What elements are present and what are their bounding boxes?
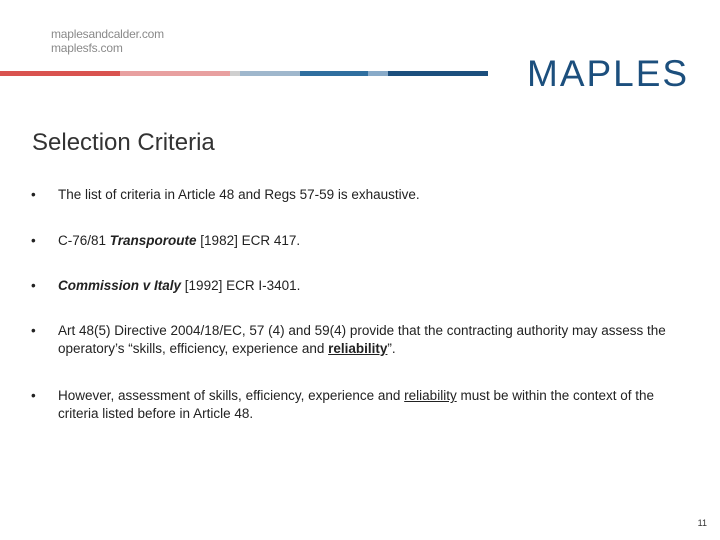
bullet-item [31, 387, 681, 423]
bullet-text [58, 387, 681, 423]
bullet-text [58, 232, 681, 250]
bullet-text: The list of criteria in Article 48 and Regs 57-59 is exhaustive. [58, 187, 420, 202]
stripe-segment-lightblue [240, 71, 300, 76]
case-name: Commission v Italy [58, 278, 182, 293]
underlined-reliability: reliability [404, 388, 457, 403]
bullet-item [31, 186, 681, 204]
bullet-item [31, 322, 681, 358]
stripe-segment-paleblue [368, 71, 388, 76]
stripe-segment-red [0, 71, 120, 76]
bullet-text-part: ”. [387, 341, 396, 356]
bullet-text [58, 322, 681, 358]
bullet-text-part: Art 48(5) Directive 2004/18/EC, 57 (4) and 59(4) provide that the contracting authority may assess the operatory’s “skills, efficiency, experience and [58, 323, 666, 356]
bullet-text-part: However, assessment of skills, efficiency, experience and [58, 388, 405, 403]
bullet-text [58, 277, 681, 295]
bullet-text-part: must be within the context of the criteria listed before in Article 48. [58, 388, 655, 421]
bullet-dot: • [31, 233, 36, 248]
stripe-segment-blue [300, 71, 368, 76]
stripe-segment-gray [230, 71, 240, 76]
stripe-segment-navy [388, 71, 488, 76]
bullet-dot: • [31, 323, 36, 338]
case-name: Transporoute [109, 233, 197, 248]
slide-title: Selection Criteria [32, 129, 215, 156]
website-url-maplesfs[interactable]: maplesfs.com [51, 41, 123, 55]
stripe-segment-pink [120, 71, 230, 76]
website-url-maplesandcalder[interactable]: maplesandcalder.com [51, 27, 164, 41]
page-number: 11 [697, 518, 707, 528]
bullet-dot: • [31, 278, 36, 293]
bullet-item [31, 232, 681, 250]
bullet-dot: • [31, 388, 36, 403]
maples-logo: MAPLES [527, 53, 690, 94]
bullet-dot: • [31, 187, 36, 202]
header-color-stripe [0, 71, 488, 76]
header-urls [51, 27, 164, 55]
case-ref: C-76/81 [58, 233, 110, 248]
emphasis-reliability: reliability [328, 341, 388, 356]
bullet-item [31, 277, 681, 295]
case-citation: [1992] ECR I-3401. [181, 278, 301, 293]
case-citation: [1982] ECR 417. [196, 233, 301, 248]
